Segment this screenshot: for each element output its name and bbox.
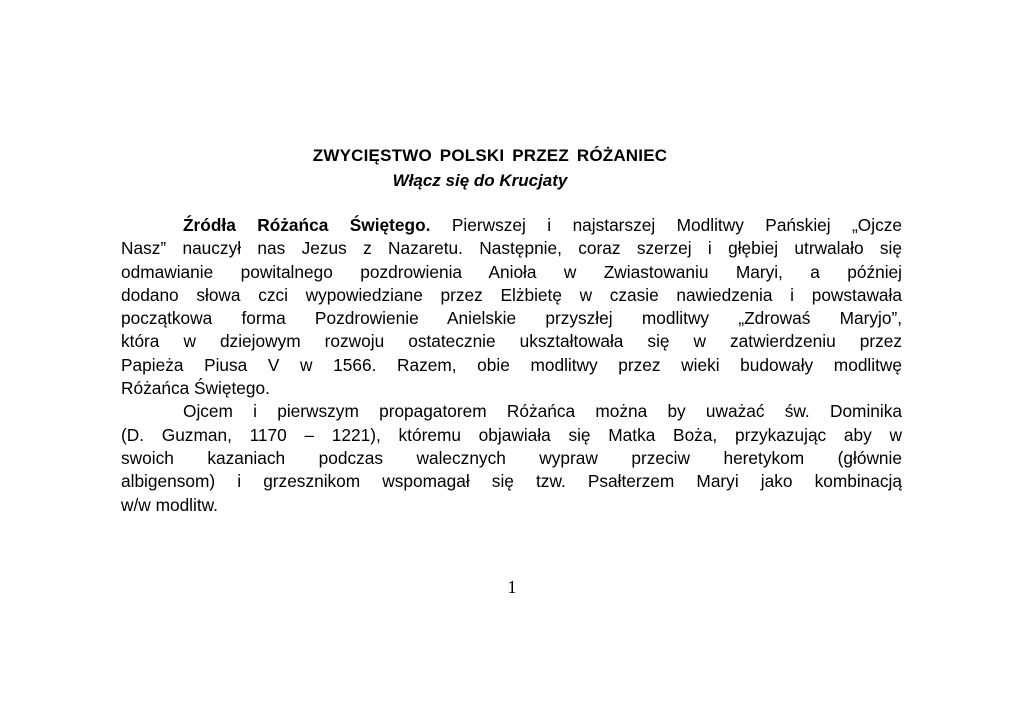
- paragraph-line: dodano słowa czci wypowiedziane przez Elżbietę w czasie nawiedzenia i powstawała: [121, 284, 902, 305]
- paragraph-dominic: [121, 400, 902, 516]
- paragraph-line: początkowa forma Pozdrowienie Anielskie przyszłej modlitwy „Zdrowaś Maryjo”,: [121, 308, 902, 329]
- paragraph-line: swoich kazaniach podczas walecznych wypraw przeciw heretykom (głównie: [121, 447, 902, 468]
- paragraph-line: Różańca Świętego.: [121, 378, 270, 399]
- paragraph-line: w/w modlitw.: [121, 494, 218, 515]
- paragraph-line: która w dziejowym rozwoju ostatecznie ukształtowała się w zatwierdzeniu przez: [121, 331, 902, 352]
- page-number: 1: [507, 577, 517, 597]
- paragraph-line: Nasz” nauczył nas Jezus z Nazaretu. Następnie, coraz szerzej i głębiej utrwalało się: [121, 238, 902, 259]
- paragraph-line: albigensom) i grzesznikom wspomagał się tzw. Psałterzem Maryi jako kombinacją: [121, 471, 902, 492]
- paragraph-line: [121, 214, 902, 237]
- document-body: [121, 214, 902, 517]
- paragraph-line: (D. Guzman, 1170 – 1221), któremu objawiała się Matka Boża, przykazując aby w: [121, 424, 902, 445]
- paragraph-lead: Źródła Różańca Świętego.: [183, 215, 431, 235]
- paragraph-line: Papieża Piusa V w 1566. Razem, obie modlitwy przez wieki budowały modlitwę: [121, 354, 902, 375]
- paragraph-text: Pierwszej i najstarszej Modlitwy Pańskiej „Ojcze: [430, 215, 902, 235]
- paragraph-sources: [121, 214, 902, 400]
- document-subtitle: Włącz się do Krucjaty: [392, 171, 568, 190]
- document-title: ZWYCIĘSTWO POLSKI PRZEZ RÓŻANIEC: [312, 146, 668, 165]
- paragraph-line: Ojcem i pierwszym propagatorem Różańca można by uważać św. Dominika: [183, 401, 902, 422]
- paragraph-line: odmawianie powitalnego pozdrowienia Anioła w Zwiastowaniu Maryi, a później: [121, 261, 902, 282]
